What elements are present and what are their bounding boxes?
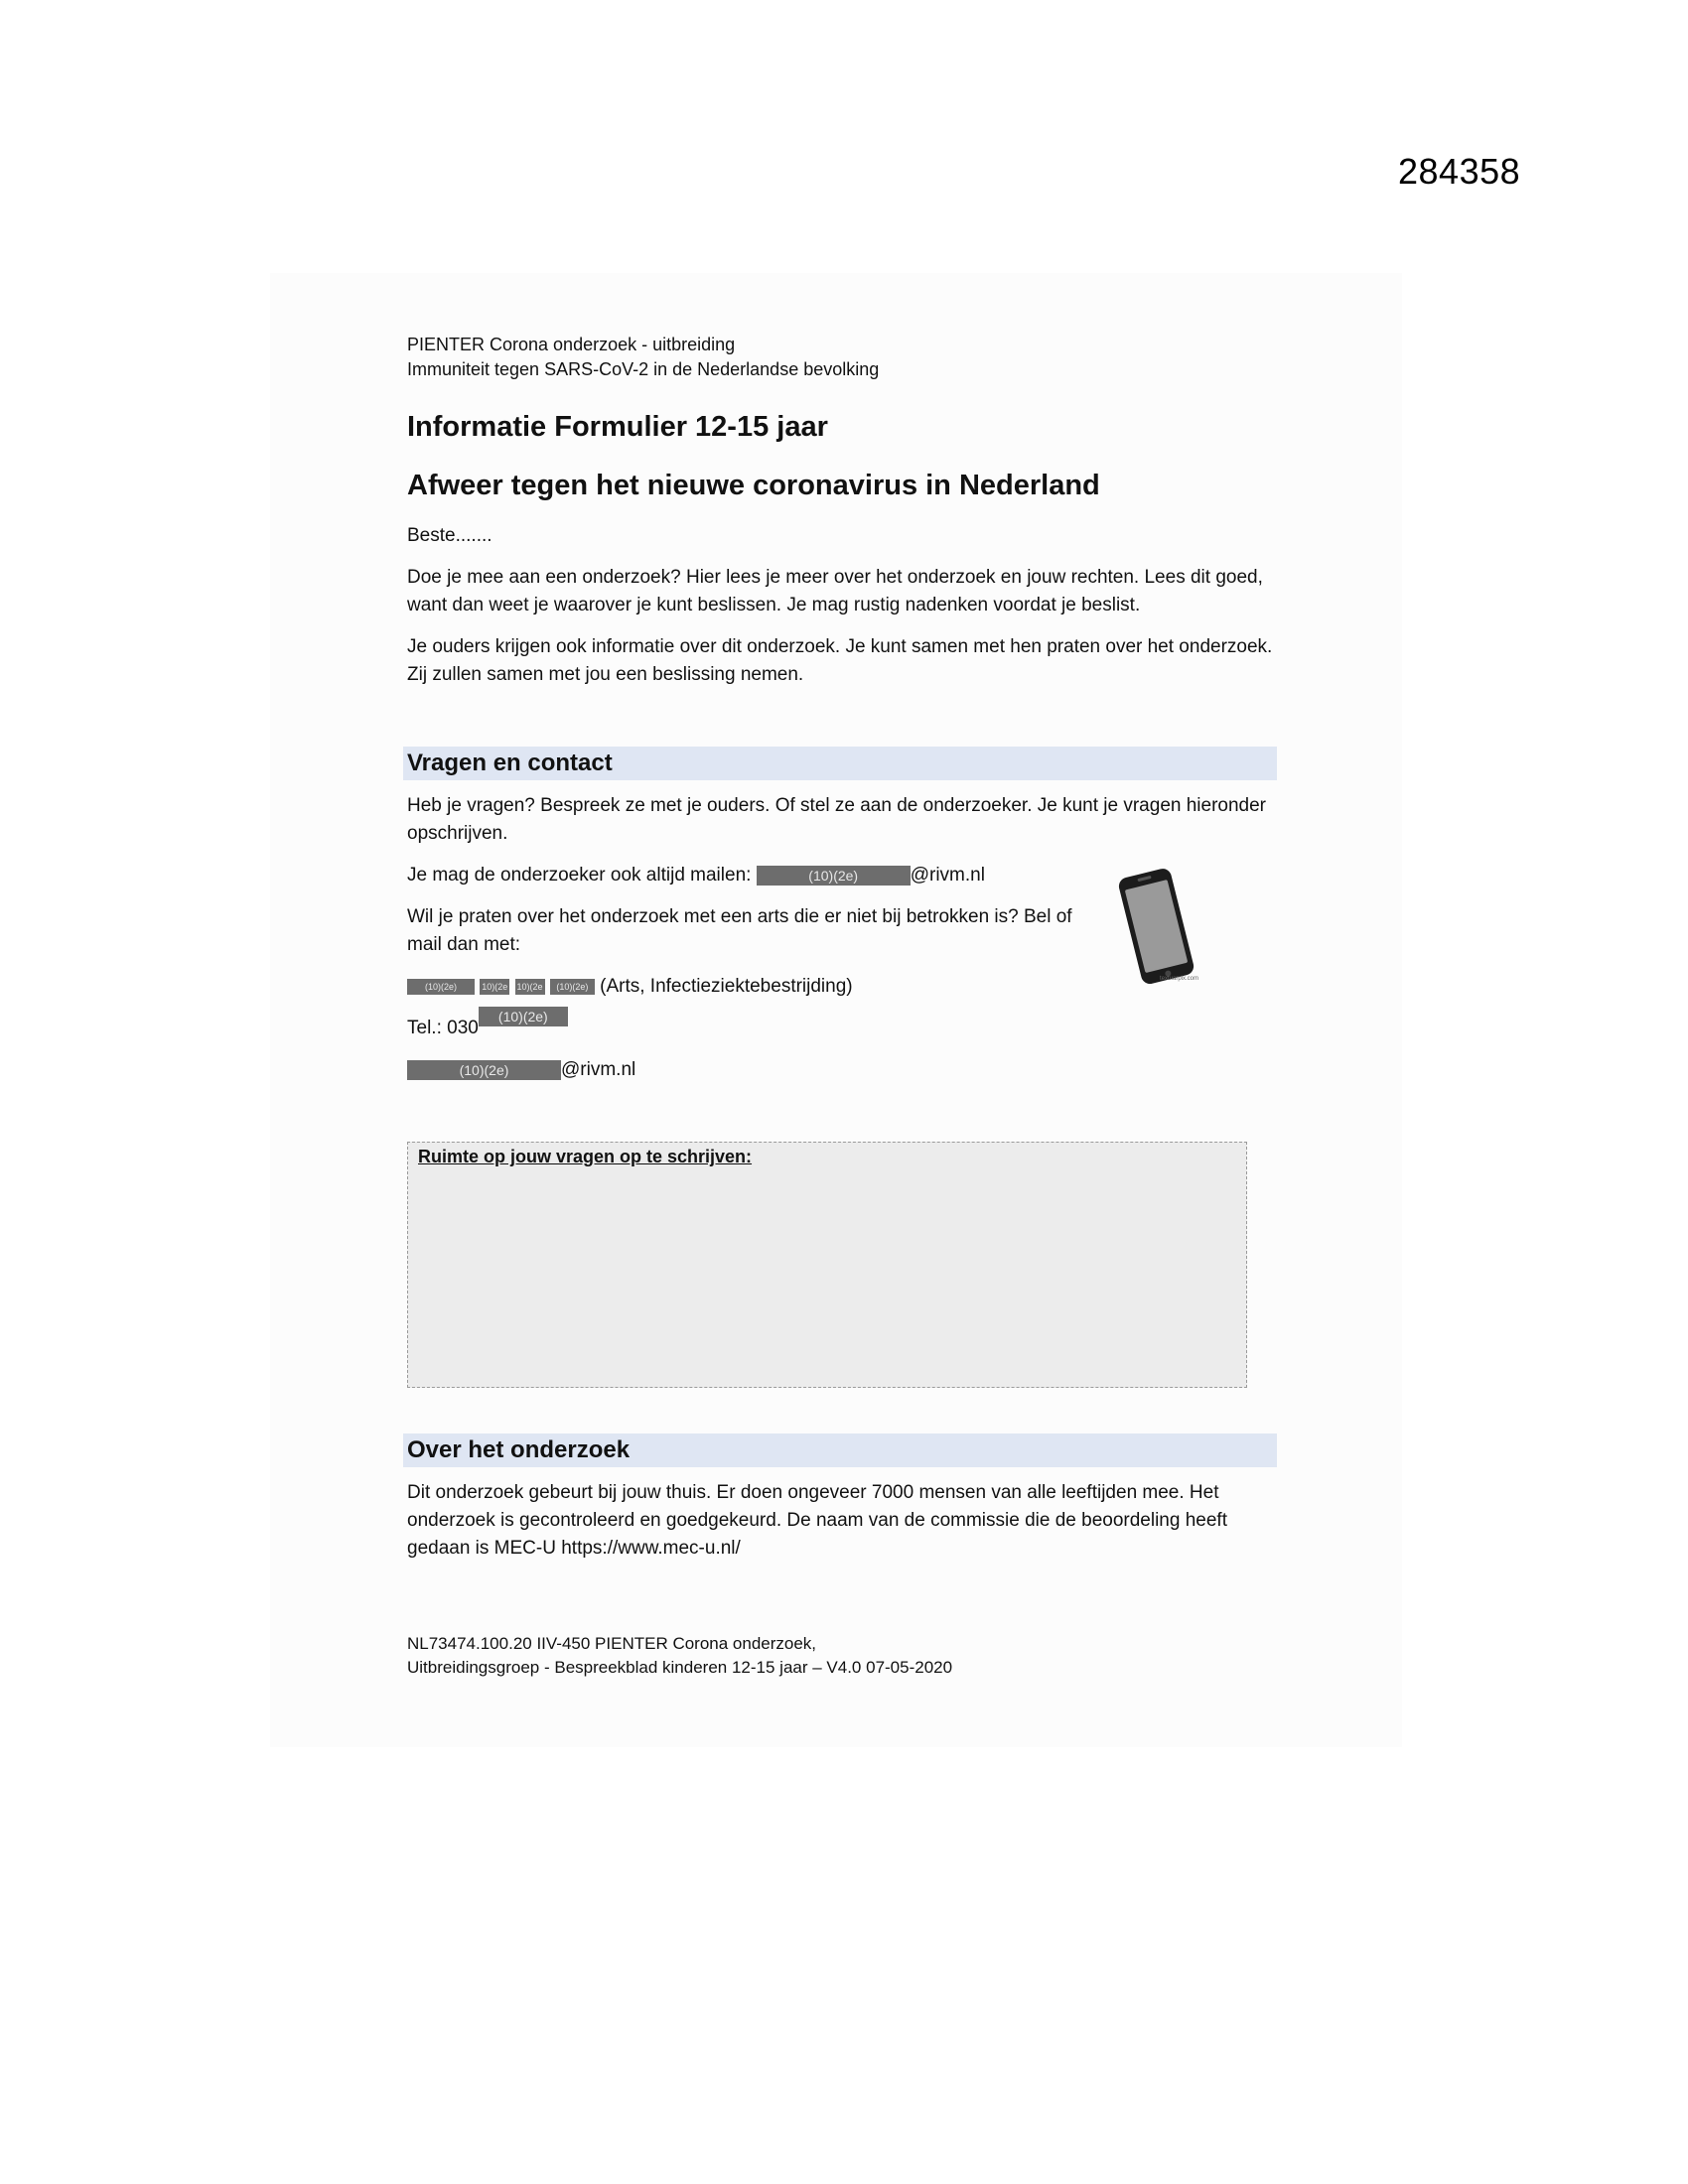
doctor-role: (Arts, Infectieziektebestrijding)	[600, 976, 853, 997]
redacted-name-1: (10)(2e)	[407, 979, 475, 995]
document-number: 284358	[1398, 151, 1521, 192]
section-heading-contact: Vragen en contact	[403, 747, 1277, 780]
mail-prefix: Je mag de onderzoeker ook altijd mailen:	[407, 865, 757, 886]
section-heading-about: Over het onderzoek	[403, 1433, 1277, 1467]
redacted-name-4: (10)(2e)	[550, 979, 595, 995]
contact-paragraph: Heb je vragen? Bespreek ze met je ouders. Of stel ze aan de onderzoeker. Je kunt je vragen hieronder opschrijven.	[407, 795, 1267, 844]
redacted-phone: (10)(2e)	[479, 1007, 568, 1026]
tel-prefix: Tel.: 030	[407, 1018, 479, 1038]
telephone-line	[407, 1009, 1281, 1042]
redacted-email: (10)(2e)	[757, 866, 911, 886]
intro-paragraph-2: Je ouders krijgen ook informatie over dit onderzoek. Je kunt samen met hen praten over het onderzoek. Zij zullen samen met jou een beslissing nemen.	[407, 636, 1273, 685]
document-body	[407, 333, 1281, 1680]
page-title: Informatie Formulier 12-15 jaar	[407, 411, 828, 443]
header-line-1: PIENTER Corona onderzoek - uitbreiding	[407, 335, 736, 354]
redacted-name-2: 10)(2e	[480, 979, 509, 995]
mail-domain: @rivm.nl	[910, 865, 985, 886]
page-subtitle: Afweer tegen het nieuwe coronavirus in Nederland	[407, 470, 1100, 501]
redacted-name-3: 10)(2e	[515, 979, 545, 995]
phone-image-credit: textuarplx.com	[1160, 976, 1199, 982]
smartphone-icon	[1092, 864, 1221, 993]
independent-doctor-paragraph: Wil je praten over het onderzoek met een arts die er niet bij betrokken is? Bel of mail dan met:	[407, 906, 1072, 955]
footer-line-1: NL73474.100.20 IIV-450 PIENTER Corona onderzoek,	[407, 1634, 817, 1653]
footer-line-2: Uitbreidingsgroep - Bespreekblad kinderen 12-15 jaar – V4.0 07-05-2020	[407, 1658, 953, 1677]
header-line-2: Immuniteit tegen SARS-CoV-2 in de Nederlandse bevolking	[407, 359, 880, 379]
notes-box-label: Ruimte op jouw vragen op te schrijven:	[418, 1147, 753, 1166]
greeting: Beste.......	[407, 525, 492, 546]
doctor-email-domain: @rivm.nl	[561, 1059, 636, 1080]
about-paragraph: Dit onderzoek gebeurt bij jouw thuis. Er doen ongeveer 7000 mensen van alle leeftijden mee. Het onderzoek is gecontroleerd en goedgekeurd. De naam van de commissie die de beoordeling heeft gedaan is MEC-U https://www.mec-u.nl/	[407, 1482, 1227, 1559]
questions-notes-box[interactable]	[407, 1142, 1247, 1388]
doctor-email-line	[407, 1056, 1281, 1084]
intro-paragraph-1: Doe je mee aan een onderzoek? Hier lees je meer over het onderzoek en jouw rechten. Lees dit goed, want dan weet je waarover je kunt beslissen. Je mag rustig nadenken voordat je beslist.	[407, 567, 1263, 615]
redacted-doctor-email: (10)(2e)	[407, 1060, 561, 1080]
document-footer	[407, 1632, 1281, 1680]
